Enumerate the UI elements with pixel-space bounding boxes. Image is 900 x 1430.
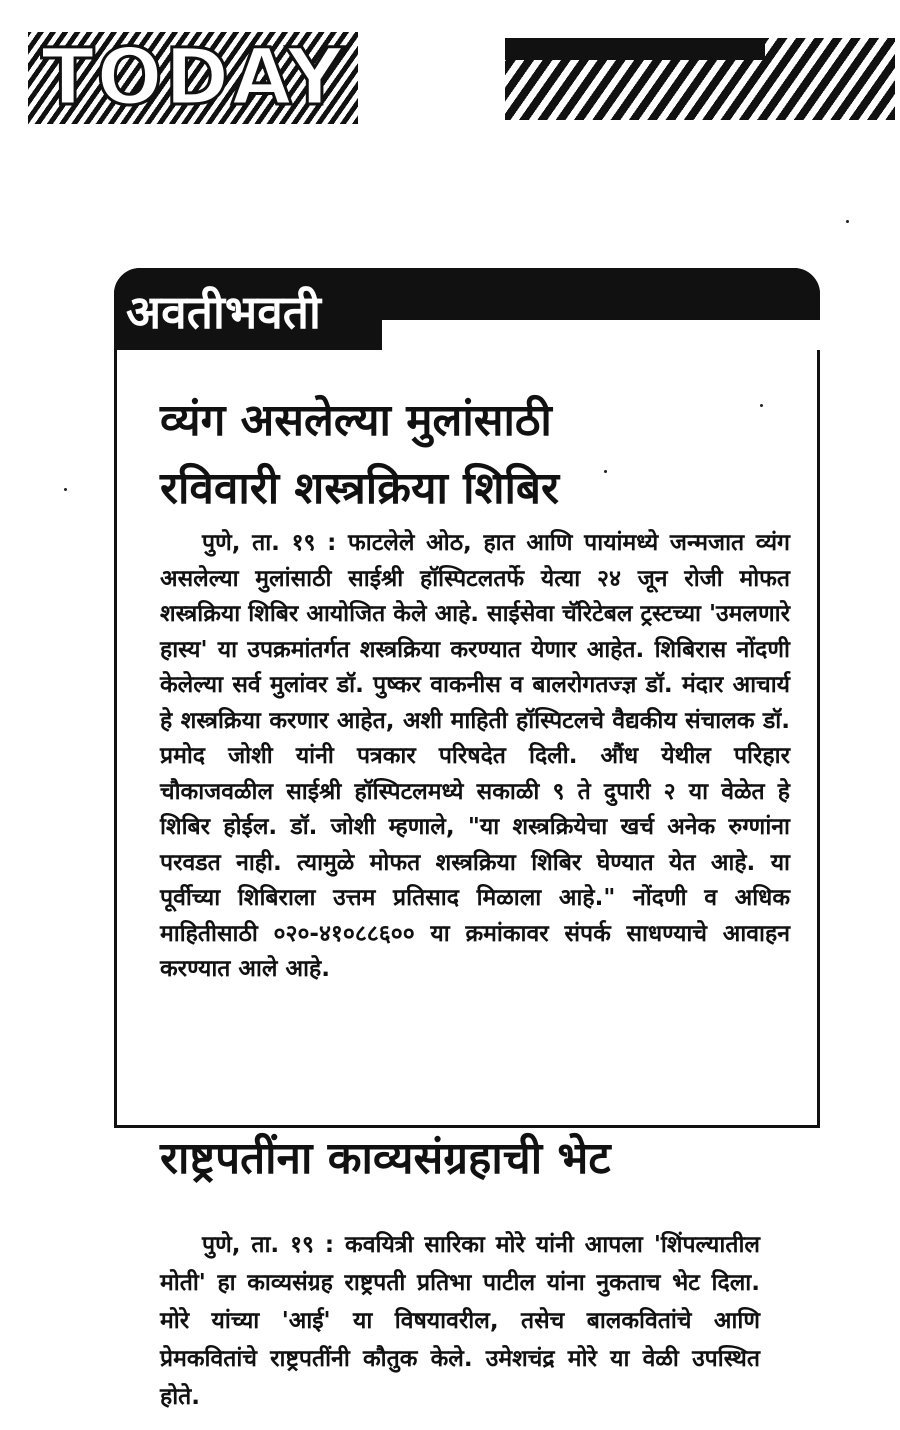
section-label: अवतीभवती <box>126 285 321 339</box>
scan-speck <box>64 488 67 491</box>
masthead-logo <box>28 32 358 124</box>
article-1-body-text: पुणे, ता. १९ : फाटलेले ओठ, हात आणि पायांमध्ये जन्मजात व्यंग असलेल्या मुलांसाठी साईश्री हॉस्पिटलतर्फे येत्या २४ जून रोजी मोफत शस्त्रक्रिया शिबिर आयोजित केले आहे. साईसेवा चॅरिटेबल ट्रस्टच्या 'उमलणारे हास्य' या उपक्रमांतर्गत शस्त्रक्रिया करण्यात येणार आहेत. शिबिरास नोंदणी केलेल्या सर्व मुलांवर डॉ. पुष्कर वाकनीस व बालरोगतज्ज्ञ डॉ. मंदार आचार्य हे शस्त्रक्रिया करणार आहेत, अशी माहिती हॉस्पिटलचे वैद्यकीय संचालक डॉ. प्रमोद जोशी यांनी पत्रकार परिषदेत दिली. औंध येथील परिहार चौकाजवळील साईश्री हॉस्पिटलमध्ये सकाळी ९ ते दुपारी २ या वेळेत हे शिबिर होईल. डॉ. जोशी म्हणाले, "या शस्त्रक्रियेचा खर्च अनेक रुग्णांना परवडत नाही. त्यामुळे मोफत शस्त्रक्रिया शिबिर घेण्यात येत आहे. या पूर्वीच्या शिबिराला उत्तम प्रतिसाद मिळाला आहे." नोंदणी व अधिक माहितीसाठी ०२०-४१०८८६०० या क्रमांकावर संपर्क साधण्याचे आवाहन करण्यात आले आहे. <box>160 530 790 982</box>
article-2-headline: राष्ट्रपतींना काव्यसंग्रहाची भेट <box>160 1133 611 1184</box>
scan-speck <box>846 220 849 223</box>
article-1-body <box>160 526 790 988</box>
article-2-body-text: पुणे, ता. १९ : कवयित्री सारिका मोरे यांनी आपला 'शिंपल्यातील मोती' हा काव्यसंग्रह राष्ट्रपती प्रतिभा पाटील यांना नुकताच भेट दिला. मोरे यांच्या 'आई' या विषयावरील, तसेच बालकवितांचे आणि प्रेमकवितांचे राष्ट्रपतींनी कौतुक केले. उमेशचंद्र मोरे या वेळी उपस्थित होते. <box>160 1232 760 1410</box>
masthead-logo-text: TODAY <box>41 33 345 123</box>
article-1-headline-line-1: व्यंग असलेल्या मुलांसाठी <box>160 395 552 446</box>
masthead-date-band <box>505 38 895 120</box>
article-2-body <box>160 1226 760 1416</box>
article-1-headline-line-2: रविवारी शस्त्रक्रिया शिबिर <box>160 463 560 514</box>
